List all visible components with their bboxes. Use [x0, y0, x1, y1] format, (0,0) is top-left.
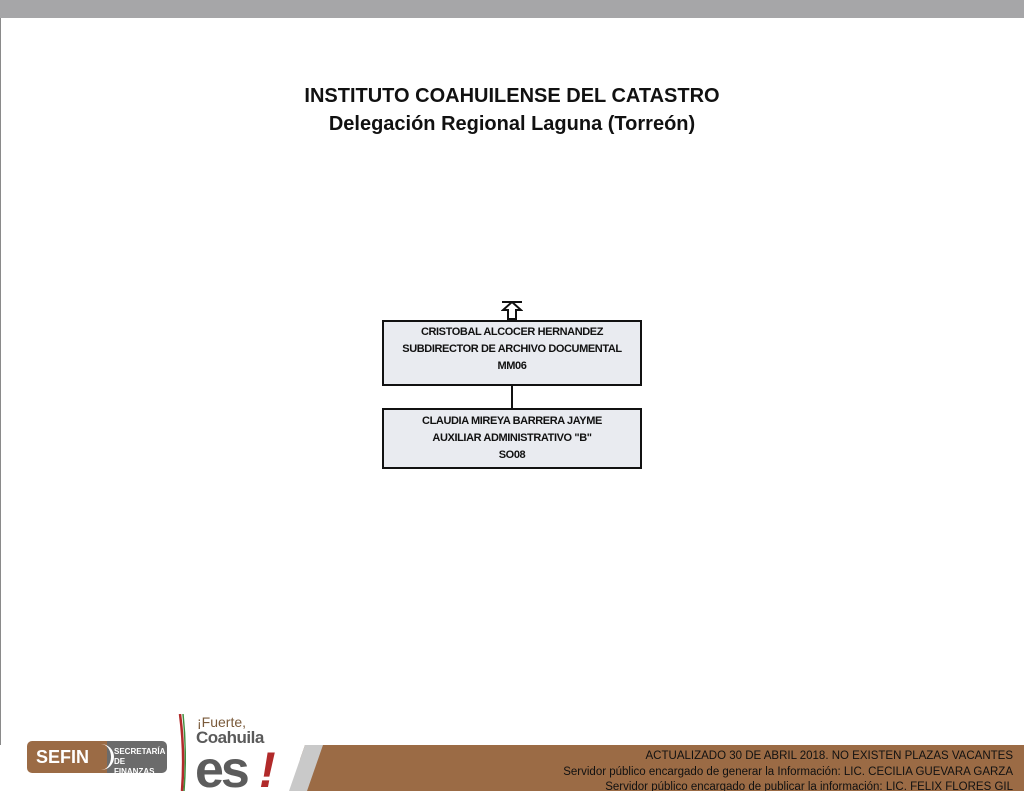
org-box-name: CRISTOBAL ALCOCER HERNANDEZ: [420, 326, 604, 338]
page-subtitle: Delegación Regional Laguna (Torreón): [328, 113, 696, 135]
org-box-position: AUXILIAR ADMINISTRATIVO "B": [432, 432, 592, 444]
org-box-level: SO08: [498, 449, 526, 461]
footer-generator-note: Servidor público encargado de generar la Información: LIC. CECILIA GUEVARA GARZA: [563, 765, 1013, 778]
org-box-subdirector: [382, 320, 642, 386]
page-title: INSTITUTO COAHUILENSE DEL CATASTRO: [304, 85, 720, 107]
org-box-auxiliar: [382, 408, 642, 469]
up-arrow-icon[interactable]: [501, 301, 523, 321]
footer-text: [563, 749, 1013, 791]
footer-update-note: ACTUALIZADO 30 DE ABRIL 2018. NO EXISTEN PLAZAS VACANTES: [645, 750, 1013, 762]
sefin-logo-name: SEFIN: [27, 741, 113, 773]
coahuila-logo-state: Coahuila: [196, 728, 264, 747]
coahuila-logo: [175, 710, 285, 791]
org-box-position: SUBDIRECTOR DE ARCHIVO DOCUMENTAL: [402, 343, 622, 355]
coahuila-logo-fuerte: ¡Fuerte,: [197, 714, 247, 730]
sefin-logo-subtitle: SECRETARÍA DE FINANZAS: [107, 741, 167, 773]
coahuila-stripe-icon: [178, 714, 186, 791]
org-box-name: CLAUDIA MIREYA BARRERA JAYME: [422, 415, 602, 427]
footer-slant-decoration: [283, 745, 323, 791]
coahuila-logo-exclamation: !: [259, 742, 276, 791]
sefin-logo: [27, 741, 167, 776]
footer-publisher-note: Servidor público encargado de publicar la información: LIC. FELIX FLORES GIL: [605, 781, 1013, 791]
coahuila-logo-es: es: [195, 741, 247, 791]
org-connector-line: [511, 384, 513, 408]
org-box-level: MM06: [497, 360, 527, 372]
